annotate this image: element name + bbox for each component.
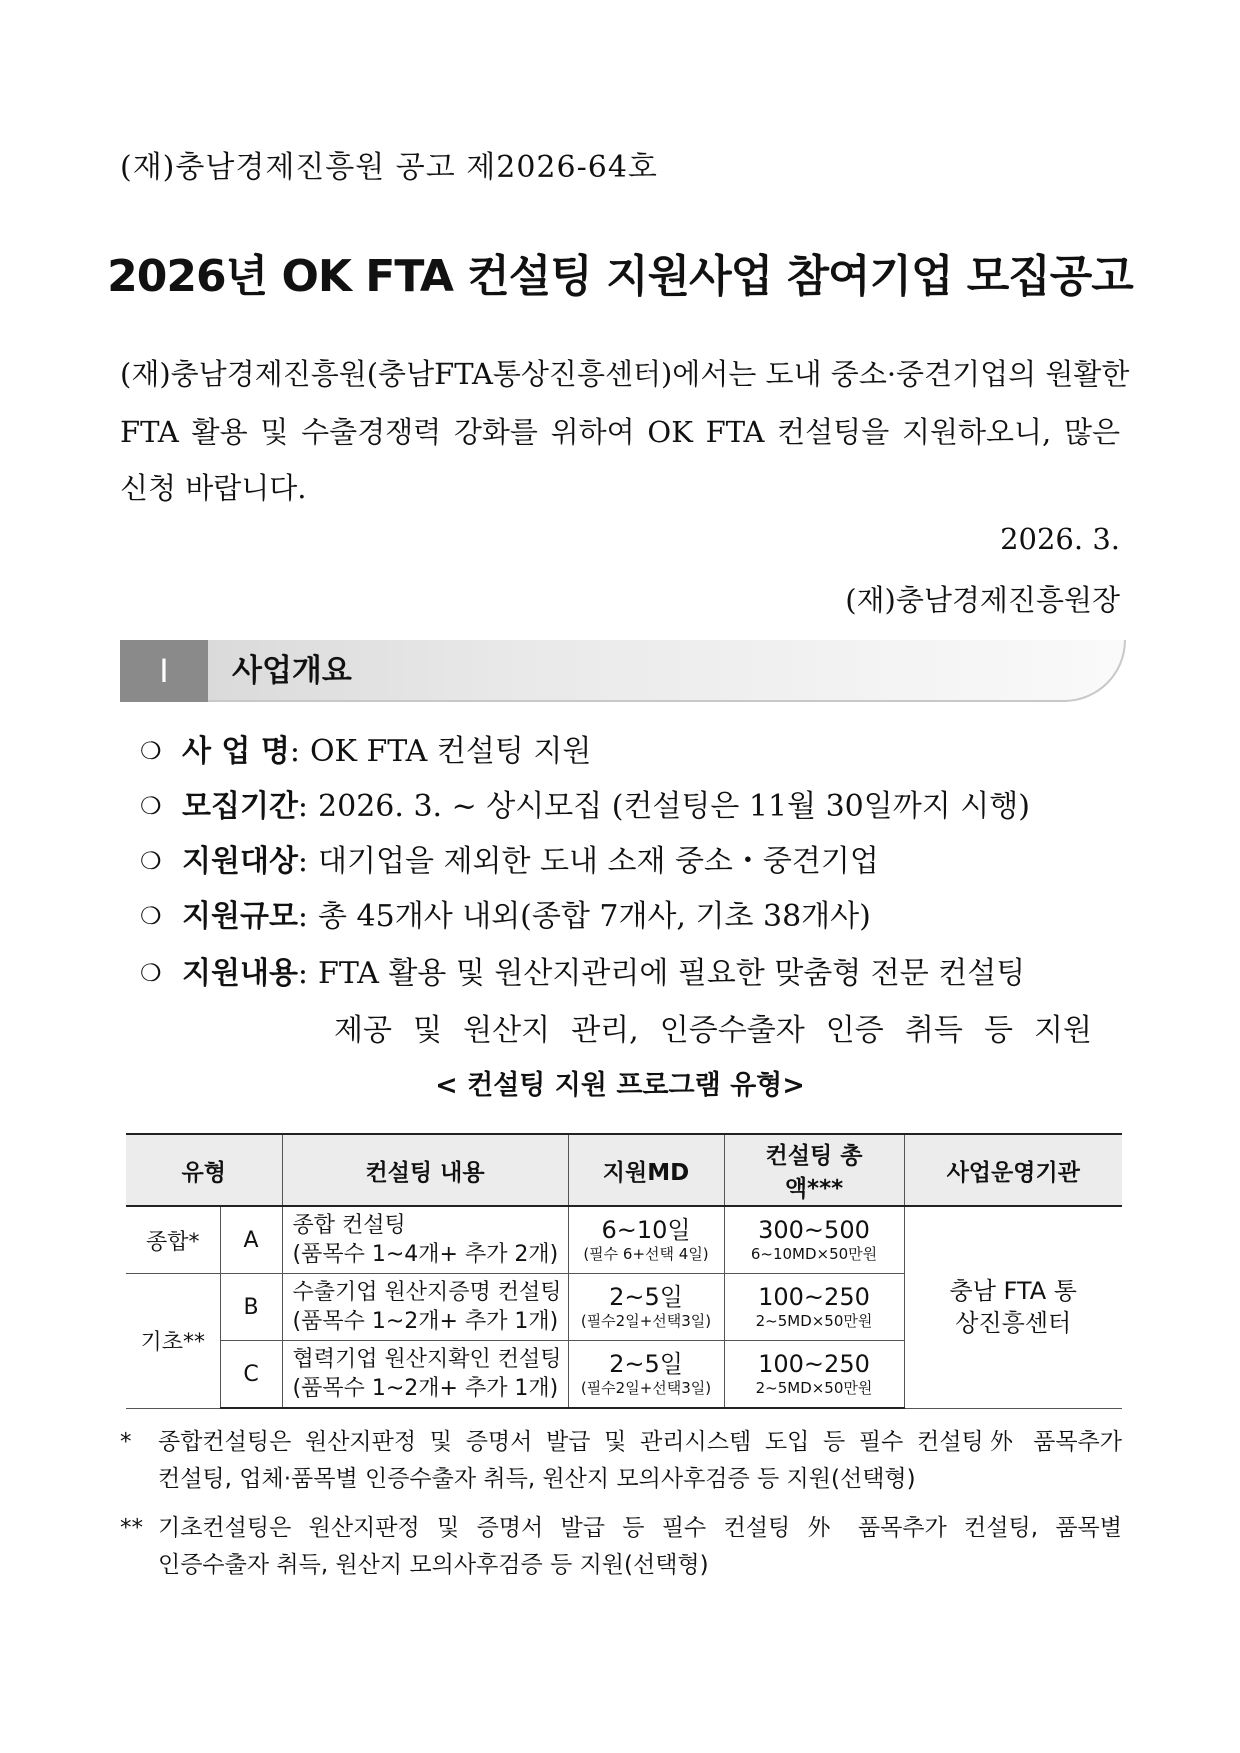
total-value: 100~250: [758, 1350, 870, 1378]
item-label: 지원대상: [182, 844, 298, 879]
row-md: [568, 1274, 724, 1341]
item-label: 모집기간: [182, 789, 298, 824]
item-value: 대기업을 제외한 도내 소재 중소・중견기업: [318, 844, 879, 879]
notice-date: 2026. 3.: [1000, 522, 1120, 556]
footnote-comprehensive: [120, 1424, 1122, 1498]
content-line-2: (품목수 1~4개+ 추가 2개): [292, 1242, 559, 1267]
intro-line-1: (재)충남경제진흥원(충남FTA통상진흥센터)에서는 도내 중소·중견기업의 원활한: [120, 357, 1130, 391]
circle-bullet-icon: ❍: [140, 902, 162, 930]
intro-line-3: 신청 바랍니다.: [120, 471, 307, 505]
footnote-line-1: 종합컨설팅은 원산지판정 및 증명서 발급 및 관리시스템 도입 등 필수 컨설팅外 품목추가: [158, 1429, 1122, 1455]
content-line-2: (품목수 1~2개+ 추가 1개): [292, 1309, 559, 1334]
row-content: [282, 1274, 568, 1341]
overview-item-target: ❍ 지원대상: 대기업을 제외한 도내 소재 중소・중견기업: [140, 844, 879, 879]
circle-bullet-icon: ❍: [140, 792, 162, 820]
issuer: (재)충남경제진흥원장: [845, 583, 1120, 617]
md-note: (필수2일+선택3일): [580, 1312, 712, 1330]
item-label: 지원규모: [182, 899, 298, 934]
group-basic: 기초**: [126, 1274, 220, 1409]
header-agency: 사업운영기관: [904, 1134, 1122, 1206]
circle-bullet-icon: ❍: [140, 847, 162, 875]
total-note: 2~5MD×50만원: [755, 1379, 873, 1397]
md-value: 2~5일: [609, 1283, 683, 1311]
table-caption: < 컨설팅 지원 프로그램 유형>: [435, 1070, 805, 1101]
row-code: A: [220, 1206, 282, 1274]
total-value: 100~250: [758, 1283, 870, 1311]
footnote-basic: [120, 1510, 1122, 1584]
page-title: 2026년 OK FTA 컨설팅 지원사업 참여기업 모집공고: [107, 251, 1133, 302]
section-number: Ⅰ: [120, 640, 208, 702]
content-line-2: (품목수 1~2개+ 추가 1개): [292, 1376, 559, 1401]
header-type: 유형: [126, 1134, 282, 1206]
content-line-1: 수출기업 원산지증명 컨설팅: [292, 1280, 562, 1305]
row-content: [282, 1341, 568, 1409]
item-value: 2026. 3. ~ 상시모집 (컨설팅은 11월 30일까지 시행): [318, 789, 1030, 824]
item-value: FTA 활용 및 원산지관리에 필요한 맞춤형 전문 컨설팅: [318, 956, 1026, 991]
footnote-line-2: 인증수출자 취득, 원산지 모의사후검증 등 지원(선택형): [158, 1552, 709, 1578]
header-content: 컨설팅 내용: [282, 1134, 568, 1206]
md-value: 6~10일: [601, 1216, 691, 1244]
row-total: [724, 1274, 904, 1341]
table-row: [126, 1206, 1122, 1274]
item-value: 총 45개사 내외(종합 7개사, 기초 38개사): [318, 899, 871, 934]
row-md: [568, 1206, 724, 1274]
md-note: (필수2일+선택3일): [580, 1379, 712, 1397]
footnote-line-1: 기초컨설팅은 원산지판정 및 증명서 발급 등 필수 컨설팅 外 품목추가 컨설팅, 품목별: [158, 1515, 1122, 1541]
content-line-1: 종합 컨설팅: [292, 1213, 406, 1238]
row-total: [724, 1341, 904, 1409]
group-comprehensive: 종합*: [126, 1206, 220, 1274]
circle-bullet-icon: ❍: [140, 737, 162, 765]
overview-item-period: ❍ 모집기간: 2026. 3. ~ 상시모집 (컨설팅은 11월 30일까지 시행): [140, 789, 1030, 824]
table-header-row: [126, 1134, 1122, 1206]
overview-item-scale: ❍ 지원규모: 총 45개사 내외(종합 7개사, 기초 38개사): [140, 899, 871, 934]
row-content: [282, 1206, 568, 1274]
circle-bullet-icon: ❍: [140, 959, 162, 987]
program-table: [126, 1133, 1122, 1409]
intro-line-2: FTA 활용 및 수출경쟁력 강화를 위하여 OK FTA 컨설팅을 지원하오니, 많은: [120, 415, 1120, 449]
notice-number: (재)충남경제진흥원 공고 제2026-64호: [120, 150, 658, 185]
item-label: 지원내용: [182, 956, 298, 991]
md-value: 2~5일: [609, 1350, 683, 1378]
total-note: 6~10MD×50만원: [750, 1245, 878, 1263]
total-note: 2~5MD×50만원: [755, 1312, 873, 1330]
row-md: [568, 1341, 724, 1409]
row-code: C: [220, 1341, 282, 1409]
content-line-1: 협력기업 원산지확인 컨설팅: [292, 1347, 562, 1372]
overview-item-content: ❍ 지원내용: FTA 활용 및 원산지관리에 필요한 맞춤형 전문 컨설팅: [140, 956, 1026, 991]
overview-item-name: ❍ 사 업 명: OK FTA 컨설팅 지원: [140, 734, 592, 769]
item-label: 사 업 명: [182, 734, 290, 769]
footnote-mark: **: [120, 1515, 143, 1541]
section-title: 사업개요: [232, 653, 352, 689]
agency-cell: 충남 FTA 통상진흥센터: [904, 1206, 1122, 1408]
footnote-line-2: 컨설팅, 업체·품목별 인증수출자 취득, 원산지 모의사후검증 등 지원(선택형): [158, 1466, 916, 1492]
item-value-continued: 제공 및 원산지 관리, 인증수출자 인증 취득 등 지원: [334, 1013, 1092, 1048]
total-value: 300~500: [758, 1216, 870, 1244]
footnote-mark: *: [120, 1429, 132, 1455]
header-total: 컨설팅 총액***: [724, 1134, 904, 1206]
item-value: OK FTA 컨설팅 지원: [309, 734, 592, 769]
header-md: 지원MD: [568, 1134, 724, 1206]
row-code: B: [220, 1274, 282, 1341]
md-note: (필수 6+선택 4일): [583, 1245, 709, 1263]
row-total: [724, 1206, 904, 1274]
